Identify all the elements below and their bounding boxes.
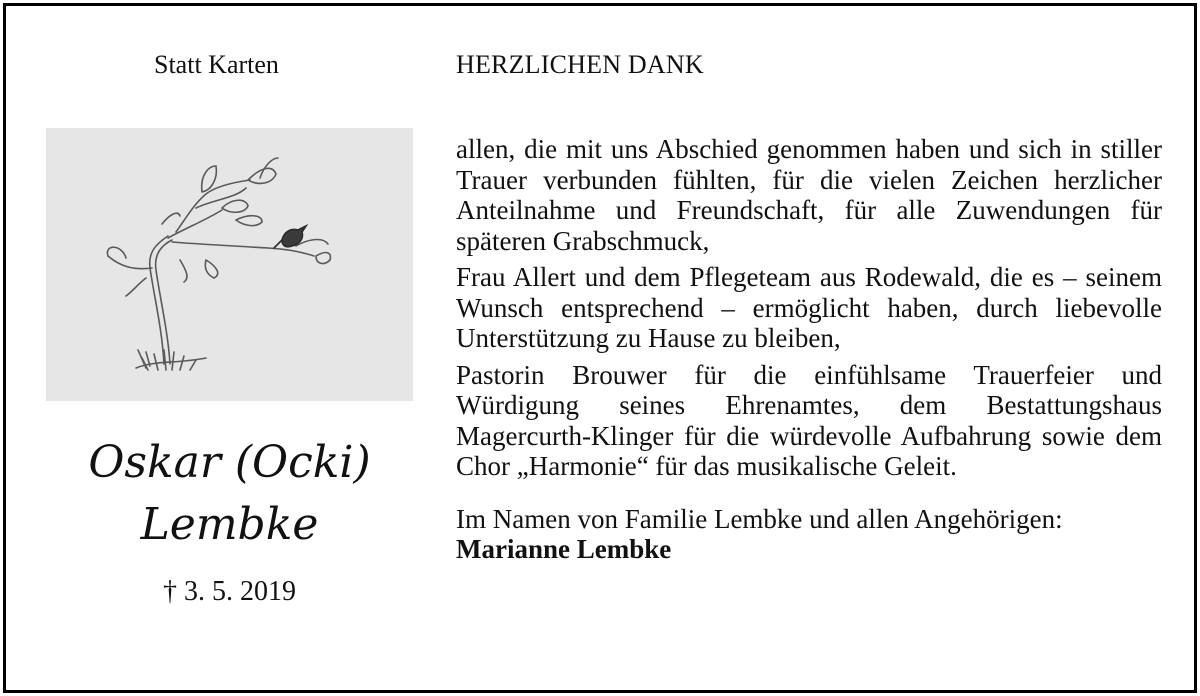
closing-line: Im Namen von Familie Lembke und allen Angehörigen: [456, 503, 1063, 534]
thanks-paragraph-2: Frau Allert und dem Pflegeteam aus Rodewald, die es – seinem Wunsch entsprechend – ermöglicht haben, durch liebevolle Unterstützung zu Hause zu bleiben, [456, 262, 1162, 353]
statt-karten-label: Statt Karten [154, 50, 279, 79]
thanks-paragraph-1: allen, die mit uns Abschied genommen haben und sich in stiller Trauer verbunden fühlten, für die vielen Zeichen herzlicher Anteilnahme und Freundschaft, für alle Zuwendungen für späteren Grabschmuck, [456, 134, 1162, 256]
death-date: † 3. 5. 2019 [163, 576, 296, 607]
thanks-text [456, 134, 1162, 571]
deceased-name-line1: Oskar (Ocki) [88, 437, 371, 488]
tree-with-bird-sketch-icon [46, 128, 413, 401]
obituary-card [3, 3, 1197, 693]
deceased-name [46, 432, 413, 556]
page-title: HERZLICHEN DANK [456, 50, 704, 79]
closing-paragraph [456, 504, 1162, 565]
thanks-paragraph-3: Pastorin Brouwer für die einfühlsame Trauerfeier und Würdigung seines Ehrenamtes, dem Bestattungshaus Magercurth-Klinger für die würdevolle Aufbahrung sowie dem Chor „Harmonie“ für das musikalische Geleit. [456, 359, 1162, 481]
signer-name: Marianne Lembke [456, 534, 672, 564]
deceased-name-line2: Lembke [140, 499, 319, 550]
